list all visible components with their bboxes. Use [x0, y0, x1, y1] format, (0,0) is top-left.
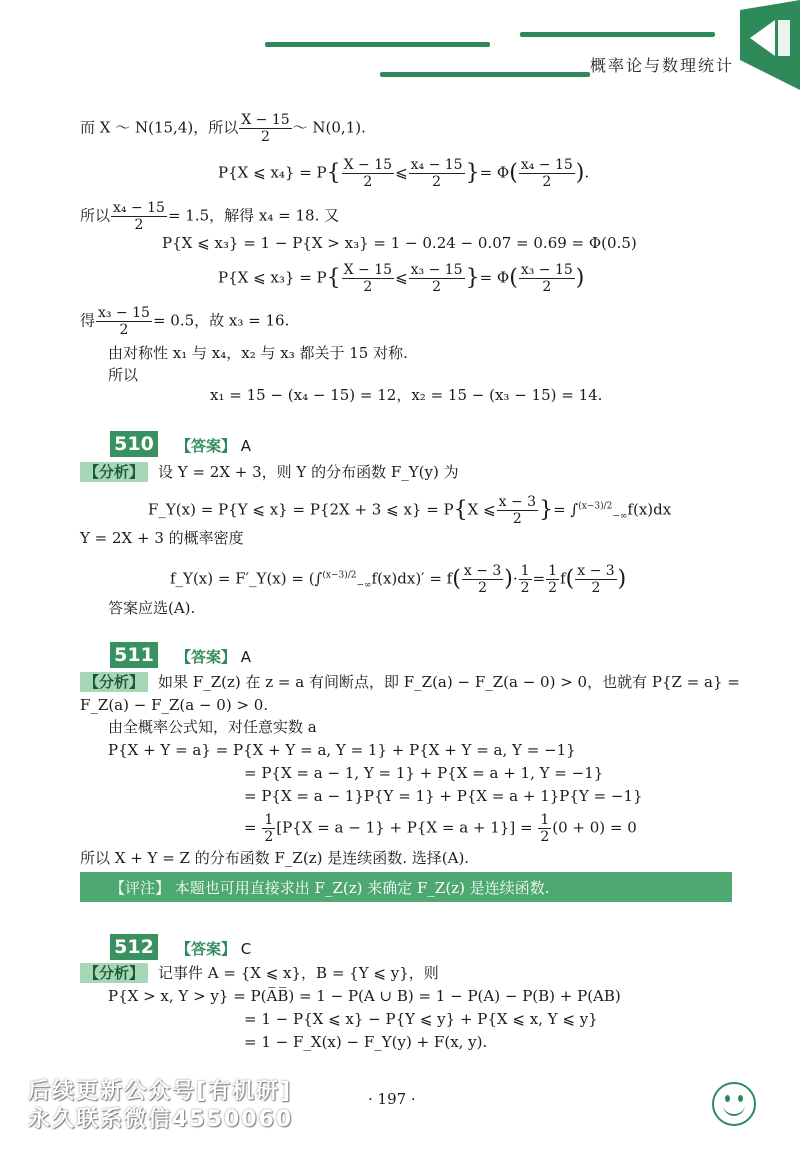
corner-arrow-icon [720, 0, 800, 90]
text-line: 【分析】 记事件 A = {X ⩽ x}，B = {Y ⩽ y}，则 [80, 963, 439, 983]
equation: P{X ⩽ x₃} = 1 − P{X > x₃} = 1 − 0.24 − 0.07 = 0.69 = Φ(0.5) [162, 234, 637, 252]
text-line: F_Z(a) − F_Z(a − 0) > 0. [80, 696, 269, 714]
header-stripe [380, 72, 590, 77]
analysis-tag: 【分析】 [80, 672, 148, 692]
equation: F_Y(x) = P{Y ⩽ x} = P{2X + 3 ⩽ x} = P{X ⩽ $\frac{x - 3}{2}$ }= ∫$^{(x-3)/2}_{-\infty}$f(x)dx [148, 494, 672, 527]
equation: P{X > x, Y > y} = P(A̅B̅) = 1 − P(A ∪ B) = 1 − P(A) − P(B) + P(AB) [108, 987, 621, 1005]
equation: P{X ⩽ x₃} = P{ $\frac{X - 15}{2}$ ⩽ $\frac{\text{x₃ − 15}}{2}$ }= Φ( $\frac{\text{x₃ − 15}}{2}$ ) [218, 262, 585, 295]
watermark-line: 永久联系微信4550060 [28, 1107, 294, 1132]
book-title: 概率论与数理统计 [590, 56, 735, 75]
text-line: 答案应选(A). [108, 599, 196, 617]
text-line: 由全概率公式知，对任意实数 a [108, 718, 317, 736]
answer-line: 【答案】 C [176, 940, 252, 958]
header-stripe [265, 42, 490, 47]
equation: = $\frac{1}{2}$ [P{X = a − 1} + P{X = a + 1}] = $\frac{1}{2}$ (0 + 0) = 0 [244, 812, 637, 845]
note-text: 【评注】 本题也可用直接求出 F_Z(z) 来确定 F_Z(z) 是连续函数. [110, 879, 550, 897]
smiley-icon [712, 1082, 756, 1126]
text-line: 所以 X + Y = Z 的分布函数 F_Z(z) 是连续函数. 选择(A). [80, 849, 470, 867]
equation: = P{X = a − 1}P{Y = 1} + P{X = a + 1}P{Y = −1} [244, 787, 643, 805]
equation: = 1 − F_X(x) − F_Y(y) + F(x, y). [244, 1033, 488, 1051]
text-line: 所以 $\frac{\text{x₄ − 15}}{2}$ = 1.5，解得 x₄ = 18. 又 [80, 200, 340, 233]
equation: x₁ = 15 − (x₄ − 15) = 12，x₂ = 15 − (x₃ − 15) = 14. [210, 386, 603, 404]
equation: P{X ⩽ x₄} = P{ $\frac{X - 15}{2}$ ⩽ $\frac{\text{x₄ − 15}}{2}$ }= Φ( $\frac{\text{x₄ − 15}}{2}$ ). [218, 157, 590, 190]
question-number-badge: 511 [110, 642, 158, 668]
equation: = 1 − P{X ⩽ x} − P{Y ⩽ y} + P{X ⩽ x, Y ⩽ y} [244, 1010, 598, 1028]
text-line: 由对称性 x₁ 与 x₄，x₂ 与 x₃ 都关于 15 对称. [108, 344, 408, 362]
page-number: · 197 · [368, 1090, 416, 1108]
text-line: 【分析】 设 Y = 2X + 3，则 Y 的分布函数 F_Y(y) 为 [80, 462, 459, 482]
text-line: 【分析】 如果 F_Z(z) 在 z = a 有间断点，即 F_Z(a) − F_Z(a − 0) > 0，也就有 P{Z = a} = [80, 672, 740, 692]
analysis-tag: 【分析】 [80, 963, 148, 983]
answer-line: 【答案】 A [176, 648, 252, 666]
question-number-badge: 512 [110, 934, 158, 960]
analysis-tag: 【分析】 [80, 462, 148, 482]
text-line: 得 $\frac{\text{x₃ − 15}}{2}$ = 0.5，故 x₃ = 16. [80, 305, 290, 338]
header-stripe [520, 32, 715, 37]
equation: = P{X = a − 1, Y = 1} + P{X = a + 1, Y = −1} [244, 764, 604, 782]
equation: f_Y(x) = F′_Y(x) = (∫$^{(x-3)/2}_{-\infty}$f(x)dx)′ = f( $\frac{x - 3}{2}$ )· $\frac{1}{2}$ = $\frac{1}{2}$ f( $\frac{x - 3}{2}$ ) [170, 563, 627, 596]
text-line: Y = 2X + 3 的概率密度 [80, 529, 244, 547]
answer-line: 【答案】 A [176, 437, 252, 455]
equation: P{X + Y = a} = P{X + Y = a, Y = 1} + P{X + Y = a, Y = −1} [108, 741, 576, 759]
question-number-badge: 510 [110, 431, 158, 457]
watermark-line: 后续更新公众号[有机研] [28, 1079, 293, 1104]
text-line: 而 X ～ N(15,4)，所以 $\frac{X - 15}{2}$ ～ N(0,1). [80, 112, 366, 145]
text-line: 所以 [108, 366, 139, 384]
